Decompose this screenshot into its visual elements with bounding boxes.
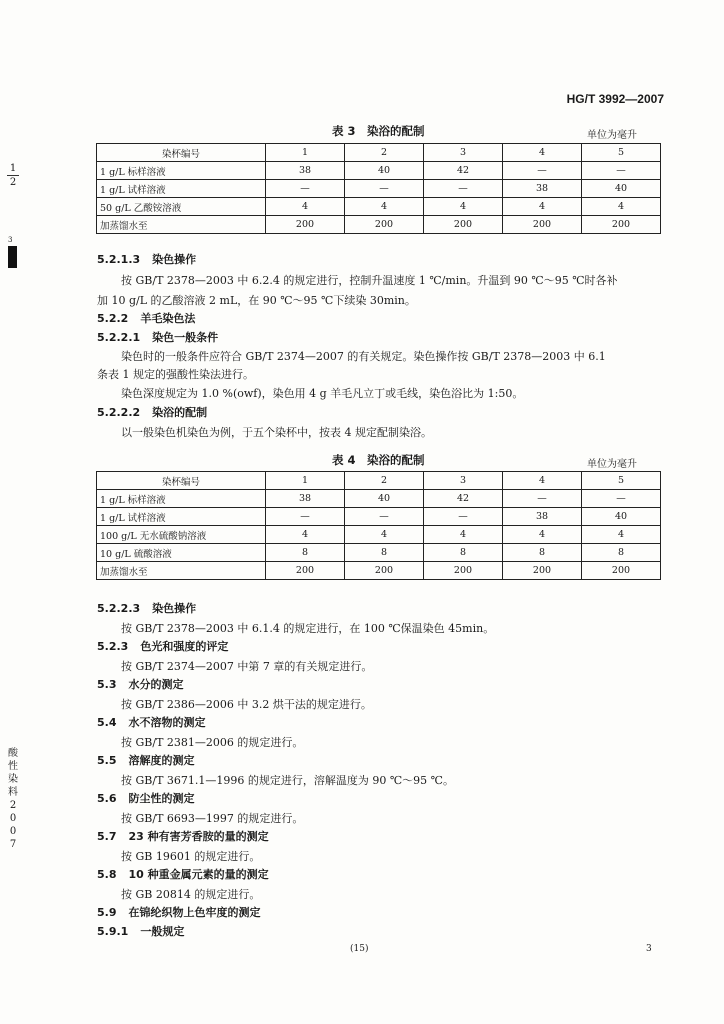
table-cell: 8	[266, 544, 345, 562]
table-cell: 42	[424, 162, 503, 180]
paragraph: 染色深度规定为 1.0 %(owf)，染色用 4 g 羊毛凡立丁或毛线，染色浴比为 1:50。	[121, 387, 524, 400]
paragraph: 按 GB 20814 的规定进行。	[121, 888, 261, 901]
table-cell: 4	[582, 198, 661, 216]
table-header-cell: 染杯编号	[97, 472, 266, 490]
table-row	[97, 544, 661, 562]
table-cell: 50 g/L 乙酸铵溶液	[97, 198, 266, 216]
paragraph: 以一般染色机染色为例，于五个染杯中，按表 4 规定配制染浴。	[121, 426, 432, 439]
table-cell: 10 g/L 硫酸溶液	[97, 544, 266, 562]
table-cell: —	[582, 162, 661, 180]
table-cell: 加蒸馏水至	[97, 216, 266, 234]
table-header-cell: 1	[266, 144, 345, 162]
paragraph: 按 GB/T 6693—1997 的规定进行。	[121, 812, 304, 825]
table-cell: 1 g/L 标样溶液	[97, 490, 266, 508]
table-header-cell: 4	[503, 144, 582, 162]
margin-vertical-title: 酸 性 染 料 2 0 0 7	[8, 748, 18, 850]
paragraph: 加 10 g/L 的乙酸溶液 2 mL，在 90 ℃～95 ℃下续染 30min。	[97, 294, 416, 307]
section-heading-5-2-3: 5.2.3 色光和强度的评定	[97, 640, 229, 653]
table-cell: 200	[345, 216, 424, 234]
table-cell: 1 g/L 试样溶液	[97, 508, 266, 526]
table-cell: —	[266, 508, 345, 526]
table-cell: 40	[582, 180, 661, 198]
table-header-cell: 5	[582, 472, 661, 490]
table-cell: 4	[424, 198, 503, 216]
table-cell: 200	[582, 562, 661, 580]
table-header-cell: 5	[582, 144, 661, 162]
table-row	[97, 562, 661, 580]
section-heading-5-9: 5.9 在锦纶织物上色牢度的测定	[97, 906, 261, 919]
table-cell: 40	[345, 490, 424, 508]
table-cell: 38	[503, 180, 582, 198]
section-heading-5-2-2-2: 5.2.2.2 染浴的配制	[97, 406, 208, 419]
paragraph: 按 GB/T 3671.1—1996 的规定进行，溶解温度为 90 ℃～95 ℃。	[121, 774, 454, 787]
table-cell: 4	[582, 526, 661, 544]
table-cell: —	[424, 508, 503, 526]
paragraph: 按 GB/T 2386—2006 中 3.2 烘干法的规定进行。	[121, 698, 372, 711]
table-row	[97, 490, 661, 508]
section-heading-5-3: 5.3 水分的测定	[97, 678, 184, 691]
table-header-row	[97, 144, 661, 162]
section-heading-5-4: 5.4 水不溶物的测定	[97, 716, 206, 729]
table-cell: —	[266, 180, 345, 198]
section-heading-5-2-2-1: 5.2.2.1 染色一般条件	[97, 331, 219, 344]
table-cell: 200	[266, 562, 345, 580]
paragraph: 条表 1 规定的强酸性染法进行。	[97, 368, 254, 381]
table-cell: 38	[266, 490, 345, 508]
table-header-cell: 3	[424, 472, 503, 490]
table-cell: 200	[424, 216, 503, 234]
table-cell: 4	[424, 526, 503, 544]
table-cell: 1 g/L 试样溶液	[97, 180, 266, 198]
table-header-cell: 2	[345, 472, 424, 490]
table-cell: 38	[266, 162, 345, 180]
table-cell: 40	[582, 508, 661, 526]
table-header-cell: 2	[345, 144, 424, 162]
table-row	[97, 216, 661, 234]
section-heading-5-2-1-3: 5.2.1.3 染色操作	[97, 253, 197, 266]
table-header-cell: 染杯编号	[97, 144, 266, 162]
table3-caption: 表 3 染浴的配制	[332, 124, 425, 138]
table-header-row	[97, 472, 661, 490]
table-cell: 200	[345, 562, 424, 580]
table4-caption: 表 4 染浴的配制	[332, 453, 425, 467]
table-cell: 加蒸馏水至	[97, 562, 266, 580]
table-row	[97, 180, 661, 198]
section-heading-5-8: 5.8 10 种重金属元素的量的测定	[97, 868, 269, 881]
table-cell: 4	[345, 198, 424, 216]
table-cell: 8	[503, 544, 582, 562]
table-cell: —	[345, 508, 424, 526]
table-cell: 40	[345, 162, 424, 180]
table-row	[97, 526, 661, 544]
table-cell: 4	[266, 526, 345, 544]
table-cell: 8	[424, 544, 503, 562]
footer-page-ref: (15)	[350, 944, 369, 954]
table-header-cell: 1	[266, 472, 345, 490]
paragraph: 按 GB/T 2378—2003 中 6.2.4 的规定进行，控制升温速度 1 ℃/min。升温到 90 ℃～95 ℃时各补	[121, 274, 618, 287]
table-cell: 1 g/L 标样溶液	[97, 162, 266, 180]
table-cell: 8	[582, 544, 661, 562]
table3-unit: 单位为毫升	[587, 130, 637, 141]
table-cell: —	[424, 180, 503, 198]
table-row	[97, 162, 661, 180]
table-cell: 200	[424, 562, 503, 580]
paragraph: 按 GB/T 2374—2007 中第 7 章的有关规定进行。	[121, 660, 373, 673]
table-cell: 8	[345, 544, 424, 562]
paragraph: 按 GB/T 2378—2003 中 6.1.4 的规定进行，在 100 ℃保温染色 45min。	[121, 622, 495, 635]
table-header-cell: 3	[424, 144, 503, 162]
paragraph: 按 GB/T 2381—2006 的规定进行。	[121, 736, 304, 749]
table-cell: 4	[266, 198, 345, 216]
section-heading-5-2-2: 5.2.2 羊毛染色法	[97, 312, 196, 325]
table-cell: —	[503, 162, 582, 180]
table-cell: 100 g/L 无水硫酸钠溶液	[97, 526, 266, 544]
paragraph: 按 GB 19601 的规定进行。	[121, 850, 261, 863]
table4-unit: 单位为毫升	[587, 459, 637, 470]
margin-black-bar	[8, 246, 17, 268]
paragraph: 染色时的一般条件应符合 GB/T 2374—2007 的有关规定。染色操作按 GB/T 2378—2003 中 6.1	[121, 350, 606, 363]
table-cell: —	[582, 490, 661, 508]
table-cell: 4	[345, 526, 424, 544]
section-heading-5-7: 5.7 23 种有害芳香胺的量的测定	[97, 830, 269, 843]
table-cell: —	[345, 180, 424, 198]
section-heading-5-6: 5.6 防尘性的测定	[97, 792, 195, 805]
table-cell: 200	[503, 216, 582, 234]
table-row	[97, 508, 661, 526]
table-cell: 4	[503, 526, 582, 544]
table-cell: 200	[582, 216, 661, 234]
standard-number: HG/T 3992—2007	[566, 92, 664, 106]
table4	[96, 471, 661, 580]
table3	[96, 143, 661, 234]
margin-small-mark: 3	[8, 236, 13, 244]
table-cell: 4	[503, 198, 582, 216]
table-row	[97, 198, 661, 216]
section-heading-5-9-1: 5.9.1 一般规定	[97, 925, 185, 938]
table-cell: 200	[266, 216, 345, 234]
table-cell: 38	[503, 508, 582, 526]
table-cell: 42	[424, 490, 503, 508]
section-heading-5-5: 5.5 溶解度的测定	[97, 754, 195, 767]
page-number: 3	[646, 944, 652, 954]
table-cell: 200	[503, 562, 582, 580]
table-header-cell: 4	[503, 472, 582, 490]
section-heading-5-2-2-3: 5.2.2.3 染色操作	[97, 602, 197, 615]
table-cell: —	[503, 490, 582, 508]
margin-fraction: 1 2	[7, 162, 19, 189]
